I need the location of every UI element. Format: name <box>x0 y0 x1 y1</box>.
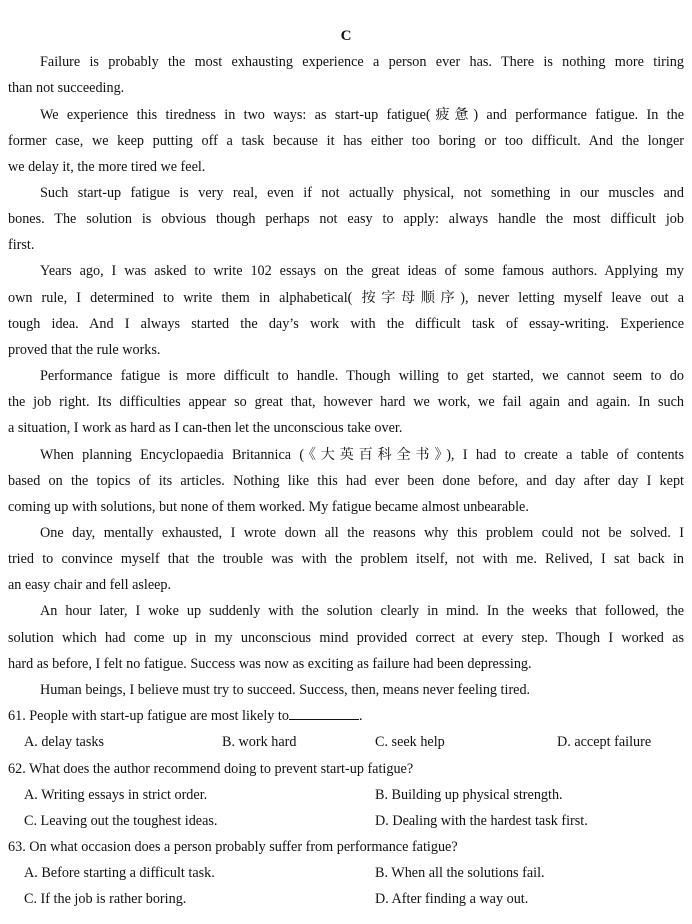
question-end: . <box>358 708 363 724</box>
answer-option[interactable]: B. work hard <box>222 734 297 750</box>
question-text: People with start-up fatigue are most likely to <box>29 708 289 724</box>
answer-option[interactable]: A. Before starting a difficult task. <box>24 865 215 881</box>
passage-line: a situation, I work as hard as I can-then let the unconscious take over. <box>8 420 403 436</box>
answer-option[interactable]: D. After finding a way out. <box>375 891 529 907</box>
passage-line: an easy chair and fell asleep. <box>8 577 172 593</box>
question-text: What does the author recommend doing to prevent start-up fatigue? <box>29 761 414 777</box>
passage-line: When planning Encyclopaedia Britannica (《大英百科全书》), I had to create a table of contents <box>40 447 684 463</box>
passage-line: the job right. Its difficulties appear so great that, however hard we work, we fail again and again. In such <box>8 394 684 410</box>
passage-line: One day, mentally exhausted, I wrote down all the reasons why this problem could not be solved. I <box>40 525 684 541</box>
answer-option[interactable]: D. accept failure <box>557 734 652 750</box>
question-number: 61. <box>8 708 26 724</box>
answer-option[interactable]: B. Building up physical strength. <box>375 787 563 803</box>
answer-option[interactable]: C. seek help <box>375 734 445 750</box>
passage-line: solution which had come up in my unconscious mind provided correct at every step. Though I worked as <box>8 630 684 646</box>
passage-line: We experience this tiredness in two ways: as start-up fatigue(疲惫) and performance fatigue. In the <box>40 107 684 123</box>
passage-line: own rule, I determined to write them in alphabetical( 按字母顺序), never letting myself leave out a <box>8 290 684 306</box>
passage-line: tough idea. And I always started the day’s work with the difficult task of essay-writing. Experience <box>8 316 684 332</box>
answer-option[interactable]: B. When all the solutions fail. <box>375 865 545 881</box>
question-stem <box>8 838 458 856</box>
question-number: 63. <box>8 839 26 855</box>
passage-line: than not succeeding. <box>8 80 125 96</box>
answer-option[interactable]: C. Leaving out the toughest ideas. <box>24 813 218 829</box>
question-number: 62. <box>8 761 26 777</box>
passage-line: hard as before, I felt no fatigue. Success was now as exciting as failure had been depressing. <box>8 656 532 672</box>
section-title: C <box>340 28 352 44</box>
passage-line: tried to convince myself that the trouble was with the problem itself, not with me. Relived, I sat back in <box>8 551 684 567</box>
passage-line: based on the topics of its articles. Nothing like this had ever been done before, and day after day I kept <box>8 473 684 489</box>
passage-line: An hour later, I woke up suddenly with the solution clearly in mind. In the weeks that followed, the <box>40 603 684 619</box>
passage-line: first. <box>8 237 35 253</box>
answer-option[interactable]: A. Writing essays in strict order. <box>24 787 208 803</box>
answer-option[interactable]: D. Dealing with the hardest task first. <box>375 813 588 829</box>
passage-line: Human beings, I believe must try to succeed. Success, then, means never feeling tired. <box>40 682 531 698</box>
question-stem <box>8 760 413 778</box>
answer-option[interactable]: A. delay tasks <box>24 734 104 750</box>
passage-line: we delay it, the more tired we feel. <box>8 159 206 175</box>
answer-option[interactable]: C. If the job is rather boring. <box>24 891 187 907</box>
passage-line: Failure is probably the most exhausting experience a person ever has. There is nothing more tiring <box>40 54 684 70</box>
passage-line: coming up with solutions, but none of them worked. My fatigue became almost unbearable. <box>8 499 529 515</box>
passage-line: bones. The solution is obvious though perhaps not easy to apply: always handle the most difficult job <box>8 211 684 227</box>
passage-line: Years ago, I was asked to write 102 essays on the great ideas of some famous authors. Applying my <box>40 263 684 279</box>
question-text: On what occasion does a person probably suffer from performance fatigue? <box>29 839 458 855</box>
passage-line: Such start-up fatigue is very real, even if not actually physical, not something in our muscles and <box>40 185 684 201</box>
answer-blank[interactable] <box>289 707 359 720</box>
passage-line: Performance fatigue is more difficult to handle. Though willing to get started, we cannot seem to do <box>40 368 684 384</box>
passage-line: former case, we keep putting off a task because it has either too boring or too difficult. And the longer <box>8 133 684 149</box>
question-stem <box>8 707 362 725</box>
passage-line: proved that the rule works. <box>8 342 161 358</box>
